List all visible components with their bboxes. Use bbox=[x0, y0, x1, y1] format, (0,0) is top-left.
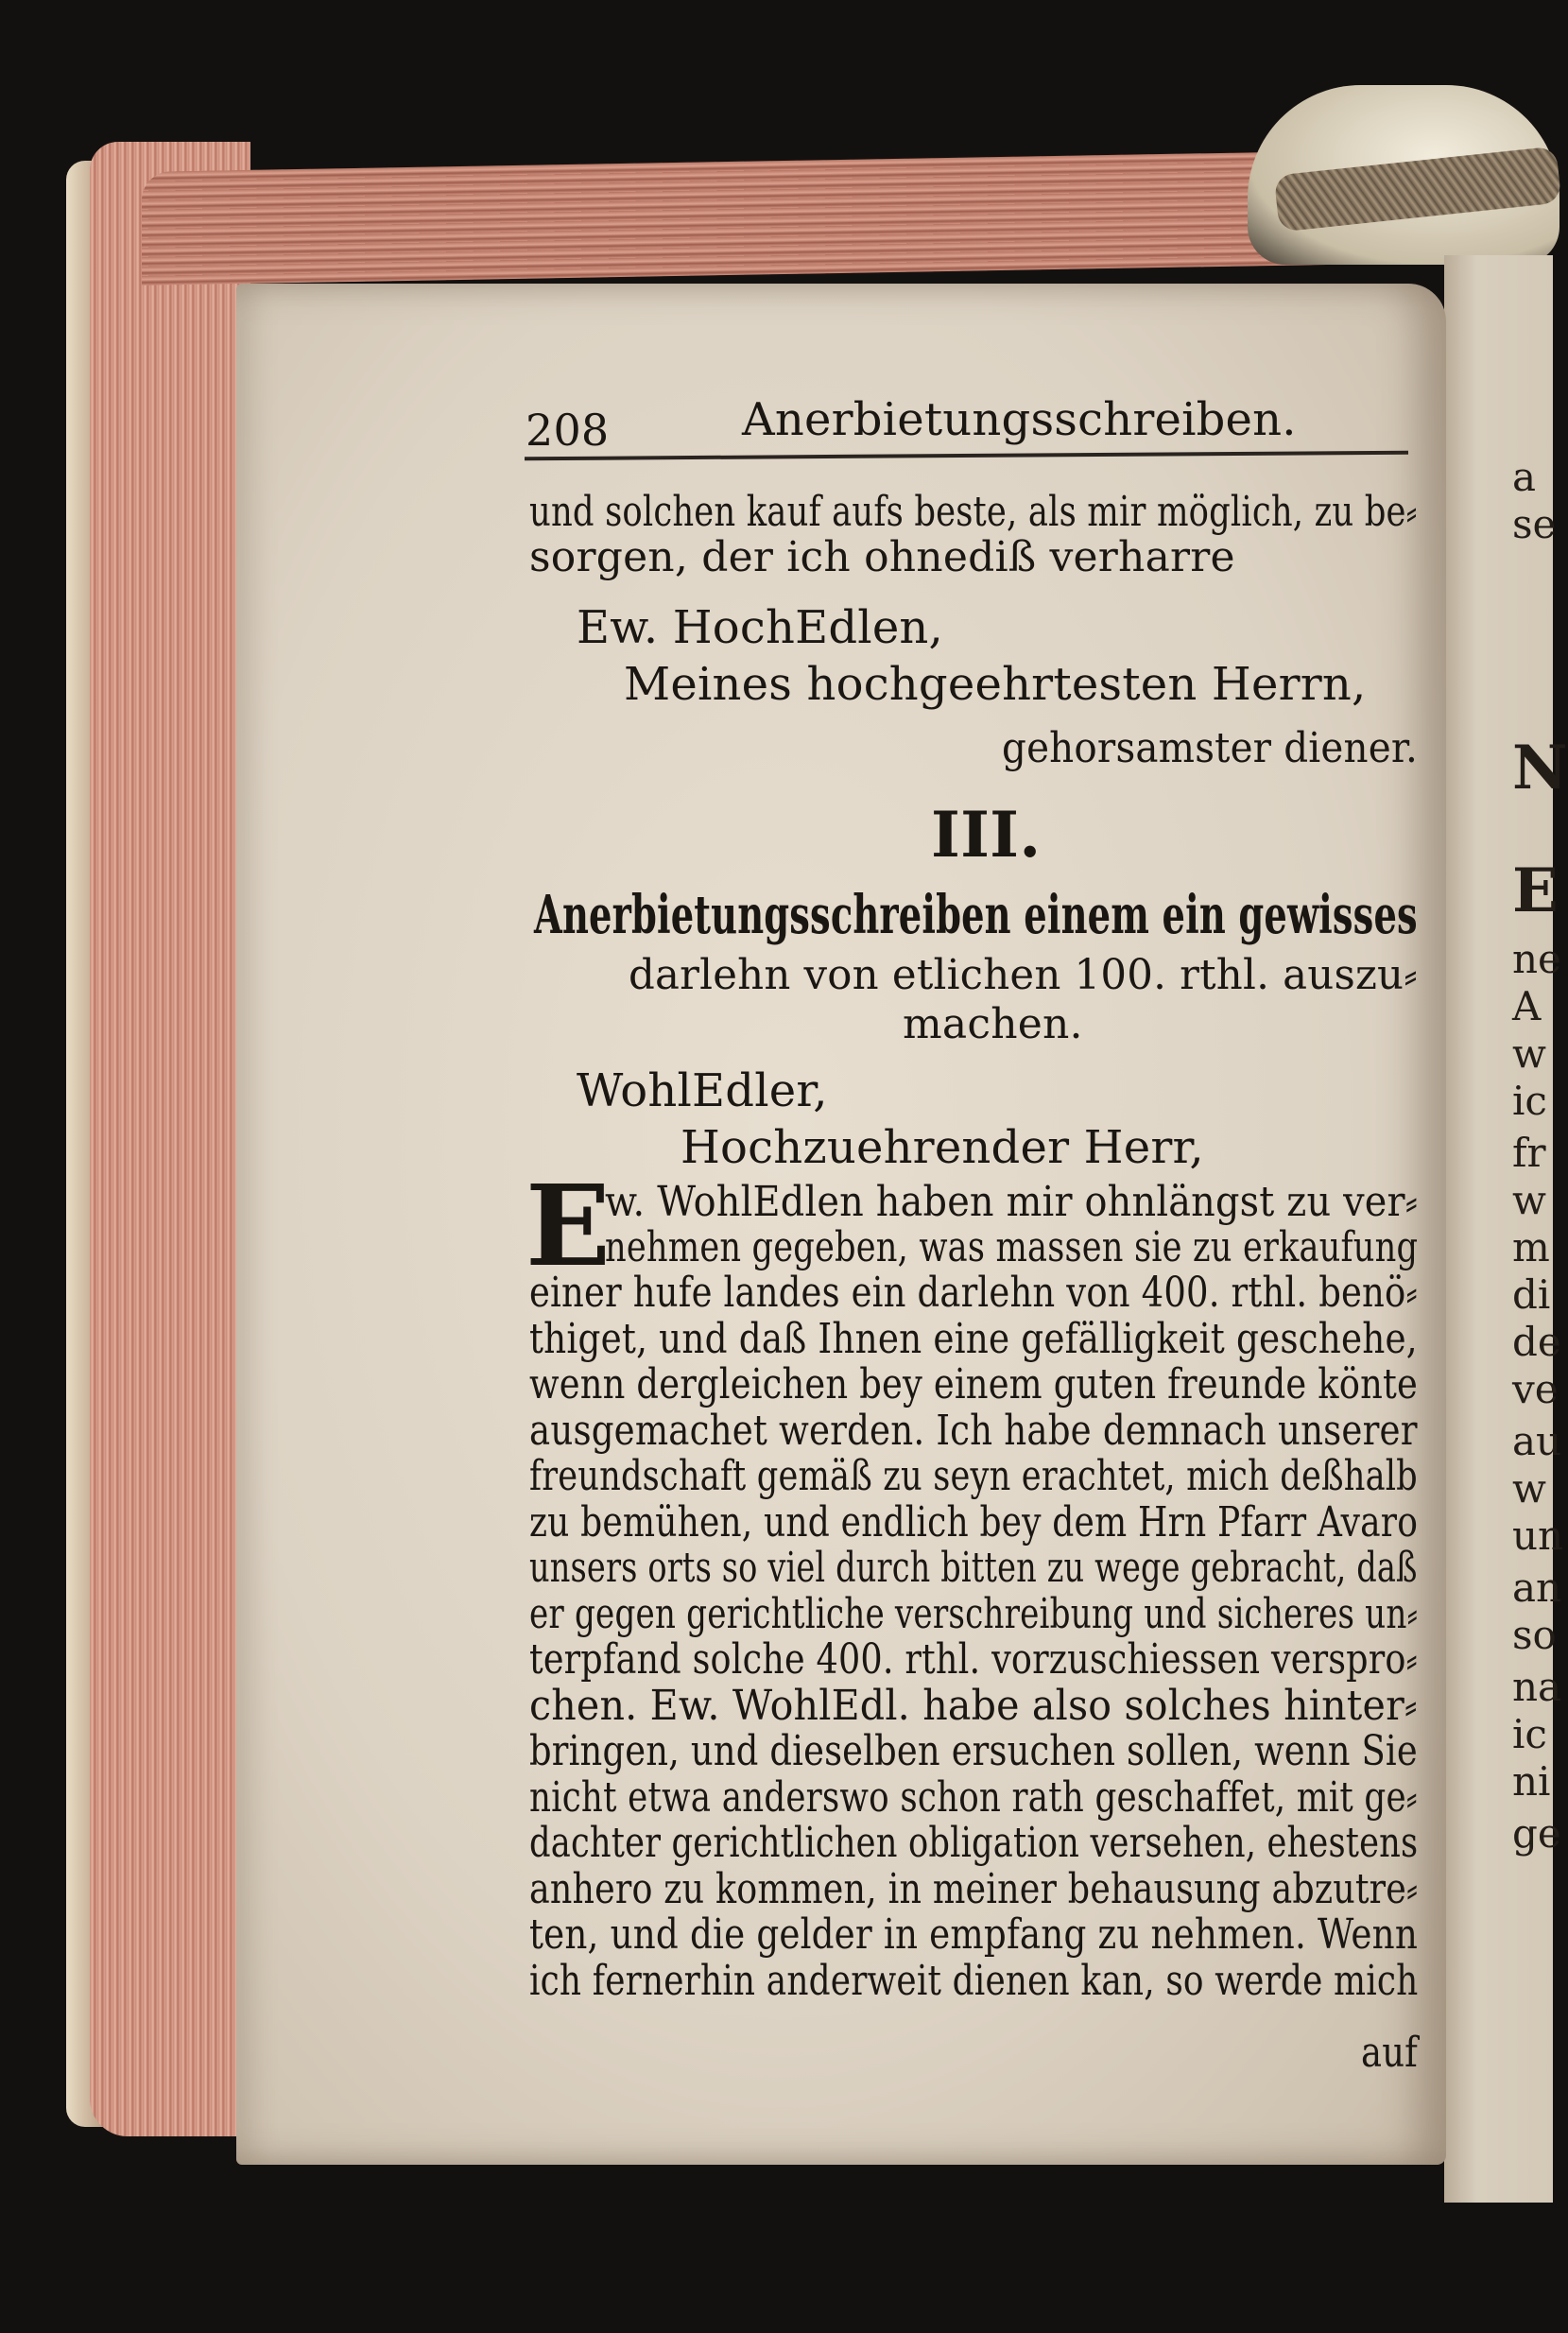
signature-line: gehorsamster diener. bbox=[1002, 724, 1418, 772]
facing-fragment: na bbox=[1512, 1664, 1562, 1710]
drop-cap: E bbox=[526, 1160, 611, 1291]
section-subtitle: darlehn von etlichen 100. rthl. auszu⸗ bbox=[629, 951, 1418, 999]
letter-line: unsers orts so viel durch bitten zu wege gebracht, daß bbox=[529, 1544, 1418, 1592]
address-line: Hochzuehrender Herr, bbox=[681, 1121, 1204, 1174]
header-rule bbox=[525, 451, 1408, 461]
catchword: auf bbox=[1361, 2029, 1419, 2077]
letter-line: bringen, und dieselben ersuchen sollen, wenn Sie bbox=[529, 1727, 1418, 1775]
facing-fragment: ic bbox=[1512, 1078, 1547, 1124]
address-line: WohlEdler, bbox=[577, 1064, 828, 1117]
facing-fragment: ic bbox=[1512, 1711, 1547, 1757]
letter-line: terpfand solche 400. rthl. vorzuschiessen verspro⸗ bbox=[529, 1635, 1418, 1684]
facing-fragment: w bbox=[1512, 1030, 1546, 1077]
body-line: sorgen, der ich ohnediß verharre bbox=[529, 533, 1235, 581]
letter-line: ich fernerhin anderweit dienen kan, so werde mich bbox=[529, 1956, 1419, 2005]
letter-line: er gegen gerichtliche verschreibung und sicheres un⸗ bbox=[529, 1589, 1419, 1638]
facing-fragment: an bbox=[1512, 1564, 1562, 1611]
letter-line: einer hufe landes ein darlehn von 400. rthl. benö⸗ bbox=[529, 1269, 1418, 1317]
facing-fragment: au bbox=[1512, 1418, 1562, 1464]
closing-line: Ew. HochEdlen, bbox=[577, 601, 943, 654]
closing-line: Meines hochgeehrtesten Herrn, bbox=[624, 658, 1367, 711]
facing-fragment: E bbox=[1512, 855, 1559, 926]
facing-fragment: di bbox=[1512, 1271, 1551, 1318]
page-number: 208 bbox=[526, 405, 610, 456]
section-number: III. bbox=[931, 798, 1042, 872]
running-head: Anerbietungsschreiben. bbox=[742, 393, 1297, 446]
facing-fragment: w bbox=[1512, 1465, 1546, 1512]
facing-fragment: ge bbox=[1512, 1810, 1561, 1857]
facing-fragment: ve bbox=[1512, 1366, 1559, 1412]
letter-line: anhero zu kommen, in meiner behausung abzutre⸗ bbox=[529, 1864, 1419, 1913]
section-subtitle: machen. bbox=[903, 1000, 1083, 1048]
letter-line: zu bemühen, und endlich bey dem Hrn Pfarr Avaro bbox=[529, 1497, 1419, 1547]
letter-line: w. WohlEdlen haben mir ohnlängst zu ver⸗ bbox=[605, 1178, 1419, 1226]
section-title: Anerbietungsschreiben einem ein gewisses bbox=[534, 884, 1418, 946]
letter-line: chen. Ew. WohlEdl. habe also solches hinter⸗ bbox=[529, 1681, 1418, 1730]
facing-fragment: N bbox=[1512, 733, 1568, 804]
letter-line: ausgemachet werden. Ich habe demnach unserer bbox=[529, 1406, 1418, 1455]
facing-fragment: de bbox=[1512, 1319, 1561, 1365]
letter-line: nicht etwa anderswo schon rath geschaffet, mit ge⸗ bbox=[529, 1772, 1418, 1822]
letter-line: dachter gerichtlichen obligation versehen, ehestens bbox=[529, 1819, 1419, 1867]
facing-fragment: ne bbox=[1512, 936, 1561, 982]
letter-line: nehmen gegeben, was massen sie zu erkaufung bbox=[605, 1223, 1419, 1271]
facing-fragment: un bbox=[1512, 1512, 1564, 1559]
letter-line: wenn dergleichen bey einem guten freunde könte bbox=[529, 1360, 1419, 1408]
facing-fragment: ni bbox=[1512, 1758, 1551, 1805]
facing-fragment: fr bbox=[1512, 1130, 1546, 1176]
facing-fragment: A bbox=[1512, 983, 1542, 1029]
letter-line: freundschaft gemäß zu seyn erachtet, mich deßhalb bbox=[529, 1452, 1418, 1500]
facing-fragment: m bbox=[1512, 1224, 1550, 1270]
letter-line: thiget, und daß Ihnen eine gefälligkeit geschehe, bbox=[529, 1314, 1418, 1363]
body-line: und solchen kauf aufs beste, als mir möglich, zu be⸗ bbox=[529, 488, 1418, 536]
facing-fragment: se bbox=[1512, 501, 1557, 547]
letter-line: ten, und die gelder in empfang zu nehmen. Wenn bbox=[529, 1910, 1419, 1959]
facing-fragment: a bbox=[1512, 454, 1537, 500]
facing-fragment: so bbox=[1512, 1612, 1557, 1658]
facing-fragment: w bbox=[1512, 1177, 1546, 1223]
